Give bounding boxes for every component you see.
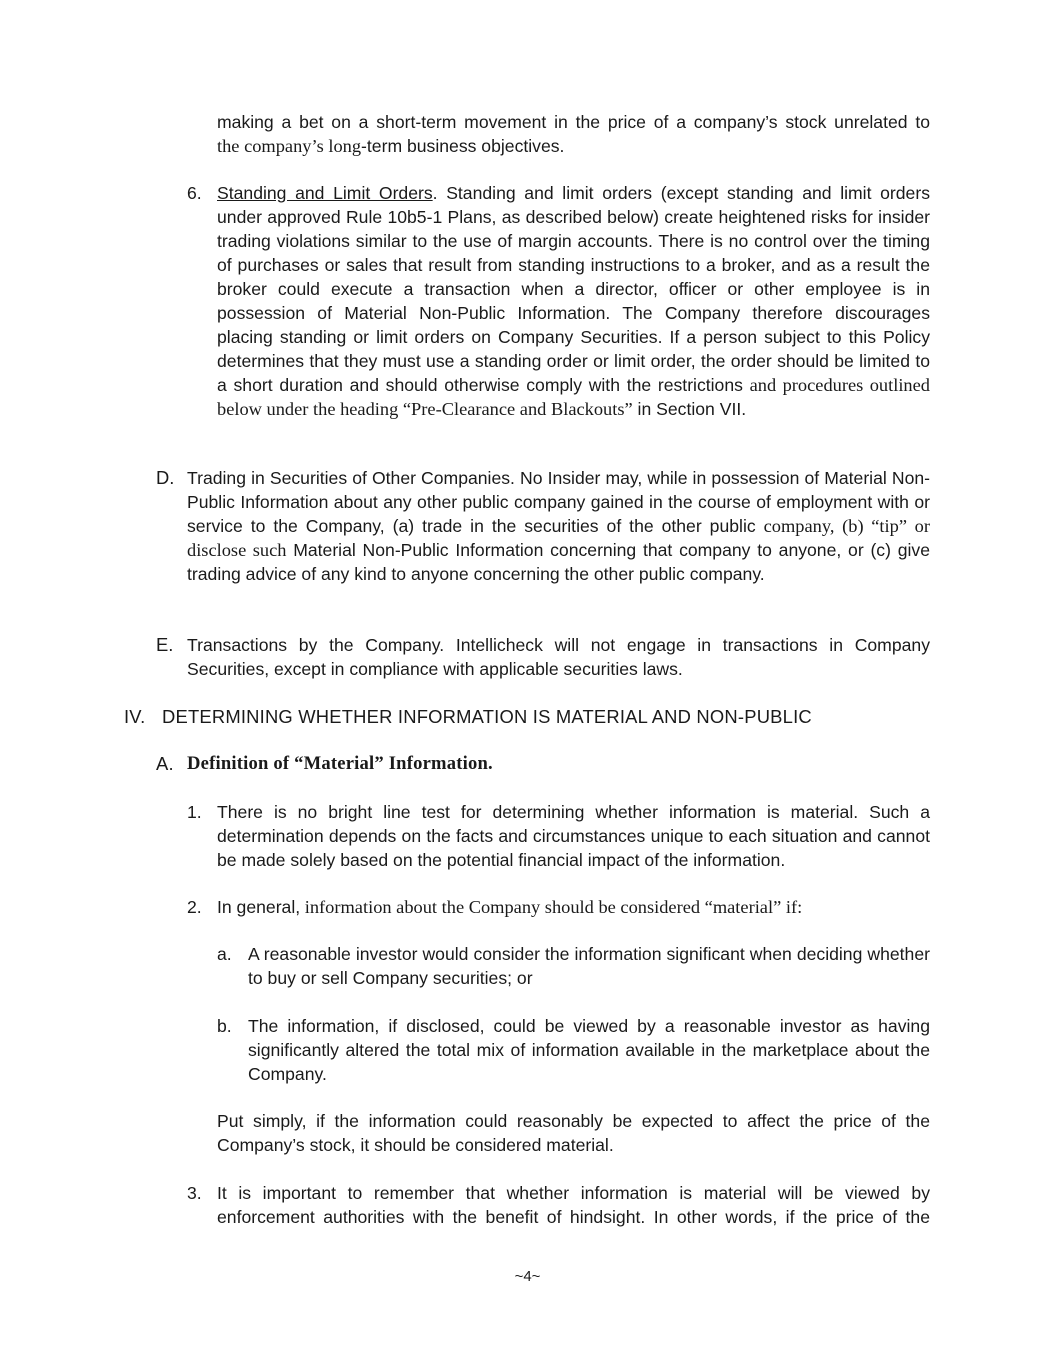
item-2-text-1: In general, [217,897,301,917]
item-d-marker: D. [156,467,175,488]
continuation-text-2: the company’s long [217,136,362,156]
item-2a-marker: a. [217,944,232,964]
section-4-marker: IV. [124,706,146,727]
item-e-marker: E. [156,634,174,655]
continuation-text-1: making a bet on a short-term movement in the price of a company’s stock unrelated to [217,112,930,132]
item-6-body-end: in Section VII. [632,399,747,419]
continuation-paragraph [217,110,930,158]
item-d-text-2: Material Non-Public Information concerning that company to anyone, or (c) give trading advice of any kind to anyone concerning the other public company. [187,540,930,584]
item-6-paragraph [217,181,930,421]
item-6-body: . Standing and limit orders (except standing and limit orders under approved Rule 10b5-1 Plans, as described below) create heightened risks for insider trading violations similar to the use of margin accounts. There is no control over the timing of purchases or sales that result from standing instructions to a broker, and as a result the broker could execute a transaction when a director, officer or other employee is in possession of Material Non-Public Information. The Company therefore discourages placing standing or limit orders on Company Securities. If a person subject to this Policy determines that they must use a standing order or limit order, the order should be limited to a short duration and should otherwise comply with the restrictions [217,183,930,395]
item-3-marker: 3. [187,1183,202,1203]
item-1-marker: 1. [187,802,202,822]
item-2a-text: A reasonable investor would consider the information significant when deciding whether to buy or sell Company securities; or [248,944,930,988]
item-3-text: It is important to remember that whether information is material will be viewed by enforcement authorities with the benefit of hindsight. In other words, if the price of the [217,1183,930,1227]
page-number: ~4~ [514,1268,541,1285]
item-d-paragraph [187,466,930,586]
item-6-marker: 6. [187,183,202,203]
section-4-title: DETERMINING WHETHER INFORMATION IS MATERIAL AND NON-PUBLIC [162,706,812,727]
item-2-marker: 2. [187,897,202,917]
item-6-title: Standing and Limit Orders [217,183,433,203]
item-d-text-serif: company, (b) “tip” or disclose such [187,516,930,560]
subsection-a-marker: A. [156,753,174,774]
item-e-paragraph [187,633,930,681]
item-2-text-serif: information about the Company should be considered “material” if: [300,897,803,917]
item-2b-paragraph [248,1014,930,1086]
item-e-text: Transactions by the Company. Intellicheck will not engage in transactions in Company Securities, except in compliance with applicable securities laws. [187,635,930,679]
put-simply-text: Put simply, if the information could reasonably be expected to affect the price of the Company’s stock, it should be considered material. [217,1111,930,1155]
subsection-a-title: Definition of “Material” Information. [187,753,493,774]
item-d-text-1: Trading in Securities of Other Companies. No Insider may, while in possession of Material Non-Public Information about any other public company gained in the course of employment with or service to the Company, (a) trade in the securities of the other public [187,468,930,536]
item-6-body-serif: and procedures outlined below under the heading “Pre-Clearance and Blackouts” [217,375,930,419]
put-simply-paragraph [217,1109,930,1157]
item-1-text: There is no bright line test for determining whether information is material. Such a determination depends on the facts and circumstances unique to each situation and cannot be made solely based on the potential financial impact of the information. [217,802,930,870]
item-3-paragraph [217,1181,930,1229]
item-2-paragraph [217,895,930,919]
item-2a-paragraph [248,942,930,990]
item-2b-marker: b. [217,1016,232,1036]
continuation-text-3: -term business objectives. [361,136,565,156]
item-1-paragraph [217,800,930,872]
item-2b-text: The information, if disclosed, could be viewed by a reasonable investor as having significantly altered the total mix of information available in the marketplace about the Company. [248,1016,930,1084]
